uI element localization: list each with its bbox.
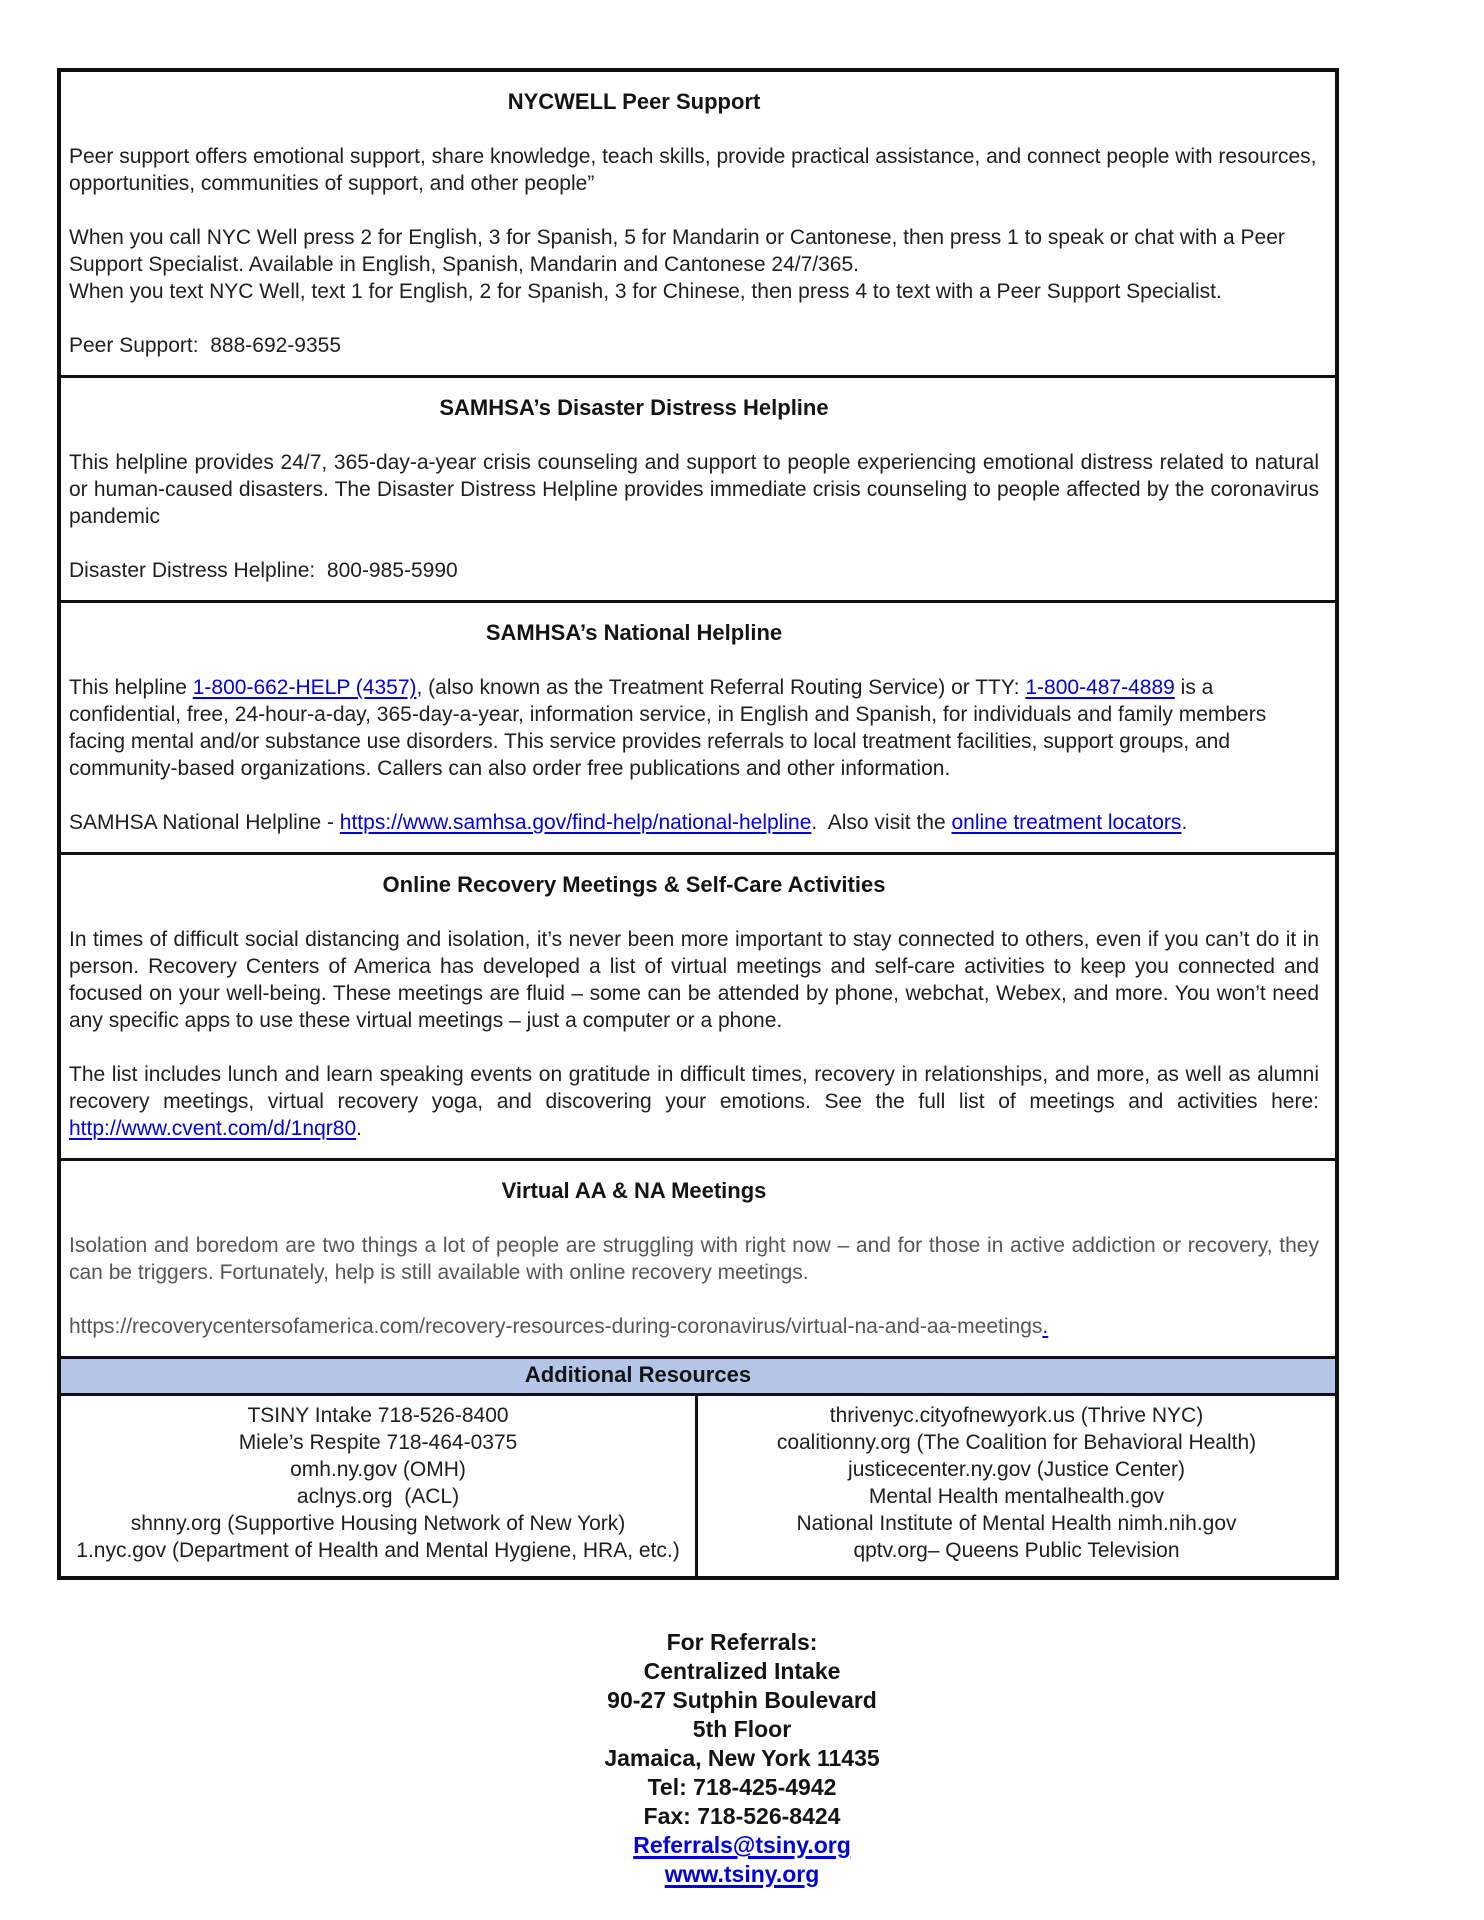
referrals-footer	[0, 1628, 1484, 1889]
section-online-recovery	[61, 855, 1335, 1161]
resource-item-shnny: shnny.org (Supportive Housing Network of New York)	[130, 1512, 626, 1535]
referrals-org-line: Centralized Intake	[643, 1658, 841, 1684]
referrals-fax-line: Fax: 718-526-8424	[643, 1803, 841, 1829]
disaster-helpline-phone: Disaster Distress Helpline: 800-985-5990	[69, 559, 458, 582]
resource-item-justicecenter: justicecenter.ny.gov (Justice Center)	[848, 1458, 1185, 1481]
resource-item-qptv: qptv.org– Queens Public Television	[853, 1539, 1180, 1562]
national-paragraph	[69, 674, 1319, 782]
resource-item-nimh: National Institute of Mental Health nimh.nih.gov	[796, 1512, 1237, 1535]
resource-item-omh: omh.ny.gov (OMH)	[290, 1458, 466, 1481]
text-segment: The list includes lunch and learn speaking events on gratitude in difficult times, recovery in relationships, and more, as well as alumni recovery meetings, virtual recovery yoga, and discovering your emotions. See the full list of meetings and activities here:	[69, 1063, 1319, 1113]
resource-item-tsiny-intake: TSINY Intake 718-526-8400	[247, 1404, 509, 1427]
resources-right-column	[698, 1396, 1335, 1576]
section-title-nycwell: NYCWELL Peer Support	[507, 89, 761, 114]
section-disaster-distress	[61, 378, 1335, 603]
additional-resources-row	[61, 1396, 1335, 1576]
virtual-aa-na-paragraph: Isolation and boredom are two things a lot of people are struggling with right now – and for those in active addiction or recovery, they can be triggers. Fortunately, help is still available with online recovery meetings.	[69, 1234, 1319, 1284]
resource-table	[57, 68, 1339, 1580]
referrals-tel-line: Tel: 718-425-4942	[647, 1774, 837, 1800]
section-title-online-recovery: Online Recovery Meetings & Self-Care Activities	[382, 872, 886, 897]
section-national-helpline	[61, 603, 1335, 855]
disaster-paragraph: This helpline provides 24/7, 365-day-a-year crisis counseling and support to people experiencing emotional distress related to natural or human-caused disasters. The Disaster Distress Helpline provides immediate crisis counseling to people affected by the coronavirus pandemic	[69, 451, 1319, 528]
section-title-virtual-aa-na: Virtual AA & NA Meetings	[501, 1178, 767, 1203]
text-segment: .	[356, 1117, 362, 1140]
nycwell-paragraph-text: When you text NYC Well, text 1 for English, 2 for Spanish, 3 for Chinese, then press 4 to text with a Peer Support Specialist.	[69, 280, 1222, 303]
text-segment: .	[1181, 811, 1188, 834]
referrals-email-link[interactable]: Referrals@tsiny.org	[633, 1832, 851, 1858]
national-helpline-links-line	[69, 809, 1319, 836]
section-title-disaster: SAMHSA’s Disaster Distress Helpline	[439, 395, 829, 420]
resource-item-thrivenyc: thrivenyc.cityofnewyork.us (Thrive NYC)	[829, 1404, 1204, 1427]
referrals-address-line: 90-27 Sutphin Boulevard	[607, 1687, 877, 1713]
additional-resources-header	[61, 1359, 1335, 1396]
resource-item-coalitionny: coalitionny.org (The Coalition for Behavioral Health)	[776, 1431, 1257, 1454]
helpline-phone-link[interactable]: 1-800-662-HELP (4357)	[192, 676, 417, 699]
additional-resources-title: Additional Resources	[524, 1362, 752, 1387]
section-title-national: SAMHSA’s National Helpline	[485, 620, 783, 645]
section-virtual-aa-na	[61, 1161, 1335, 1359]
resource-item-mentalhealth-gov: Mental Health mentalhealth.gov	[868, 1485, 1165, 1508]
peer-support-phone: Peer Support: 888-692-9355	[69, 334, 342, 357]
text-segment: This helpline	[69, 676, 193, 699]
samhsa-helpline-url-link[interactable]: https://www.samhsa.gov/find-help/national-helpline	[339, 811, 812, 834]
text-segment: is a confidential, free, 24-hour-a-day, 365-day-a-year, information service, in English and Spanish, for individuals and family members facing mental and/or substance use disorders. This service provides referrals to local treatment facilities, support groups, and community-based organizations. Callers can also order free publications and other information.	[69, 676, 1267, 780]
nycwell-paragraph-1: Peer support offers emotional support, share knowledge, teach skills, provide practical assistance, and connect people with resources, opportunities, communities of support, and other people”	[69, 145, 1317, 195]
referrals-heading: For Referrals:	[666, 1629, 818, 1655]
tsiny-website-link[interactable]: www.tsiny.org	[664, 1861, 820, 1887]
online-recovery-paragraph-2	[69, 1061, 1319, 1142]
recovery-centers-url: https://recoverycentersofamerica.com/recovery-resources-during-coronavirus/virtual-na-and-aa-meetings	[69, 1315, 1043, 1338]
treatment-locators-link[interactable]: online treatment locators	[951, 811, 1182, 834]
resources-left-column	[61, 1396, 698, 1576]
referrals-city-line: Jamaica, New York 11435	[604, 1745, 880, 1771]
nycwell-paragraph-call: When you call NYC Well press 2 for English, 3 for Spanish, 5 for Mandarin or Cantonese, then press 1 to speak or chat with a Peer Support Specialist. Available in English, Spanish, Mandarin and Cantonese 24/7/365.	[69, 226, 1285, 276]
text-segment: , (also known as the Treatment Referral Routing Service) or TTY:	[416, 676, 1026, 699]
recovery-centers-url-link-period[interactable]: .	[1042, 1315, 1049, 1338]
resource-item-mieles-respite: Miele’s Respite 718-464-0375	[238, 1431, 518, 1454]
text-segment: . Also visit the	[811, 811, 952, 834]
online-recovery-paragraph-1: In times of difficult social distancing and isolation, it’s never been more important to stay connected to others, even if you can’t do it in person. Recovery Centers of America has developed a list of virtual meetings and self-care activities to keep you connected and focused on your well-being. These meetings are fluid – some can be attended by phone, webchat, Webex, and more. You won’t need any specific apps to use these virtual meetings – just a computer or a phone.	[69, 928, 1319, 1032]
resource-item-nyc-gov: 1.nyc.gov (Department of Health and Mental Hygiene, HRA, etc.)	[76, 1539, 680, 1562]
cvent-list-link[interactable]: http://www.cvent.com/d/1nqr80	[69, 1117, 357, 1140]
tty-phone-link[interactable]: 1-800-487-4889	[1025, 676, 1175, 699]
text-segment: SAMHSA National Helpline -	[69, 811, 340, 834]
section-nycwell-peer-support	[61, 72, 1335, 378]
virtual-meetings-url-line	[69, 1313, 1319, 1340]
referrals-floor-line: 5th Floor	[692, 1716, 792, 1742]
resource-item-acl: aclnys.org (ACL)	[296, 1485, 460, 1508]
